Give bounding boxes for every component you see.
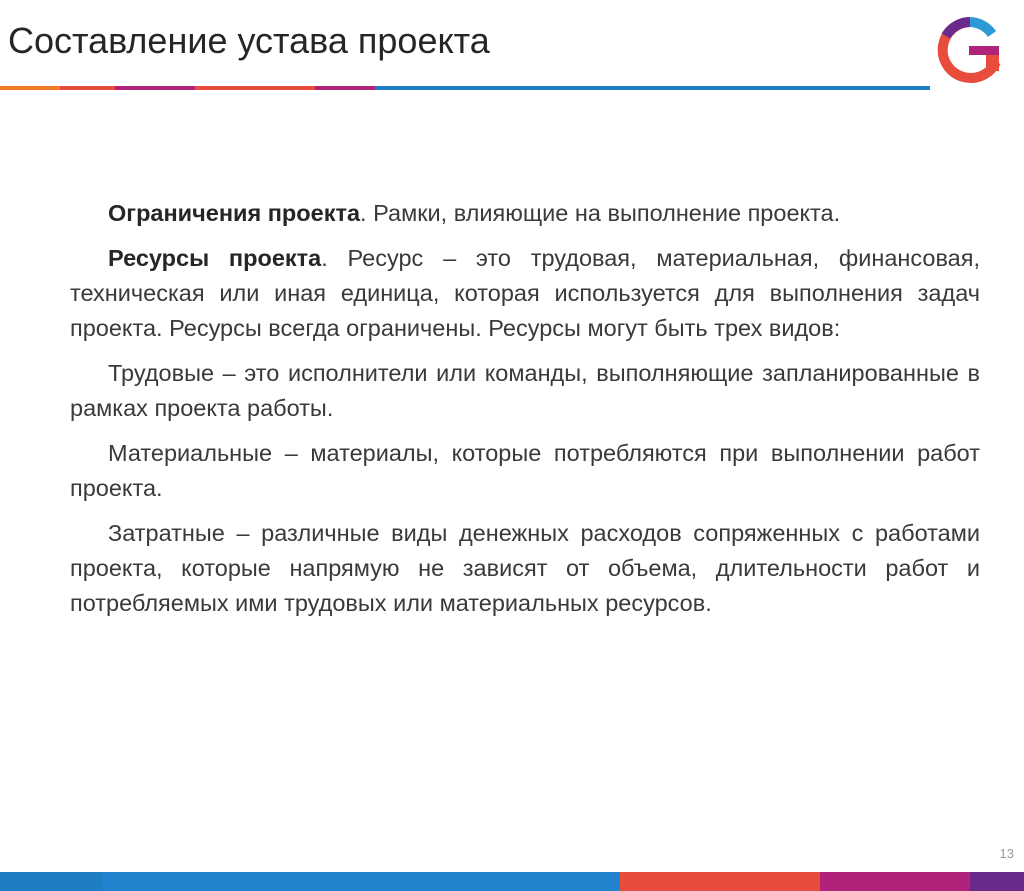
- labor-text: Трудовые – это исполнители или команды, выполняющие запланированные в рамках проекта работы.: [70, 360, 980, 421]
- constraints-heading: Ограничения проекта: [108, 200, 361, 226]
- slide-title: Составление устава проекта: [8, 20, 490, 61]
- footer-color-bar: [0, 872, 1024, 891]
- paragraph-material: [70, 436, 980, 506]
- resources-heading: Ресурсы проекта: [108, 245, 322, 271]
- paragraph-cost: [70, 516, 980, 621]
- page-number: 13: [999, 846, 1014, 861]
- paragraph-constraints: [70, 196, 980, 231]
- material-text: Материальные – материалы, которые потребляются при выполнении работ проекта.: [70, 440, 980, 501]
- slide-body: [70, 196, 980, 631]
- paragraph-resources: [70, 241, 980, 346]
- title-underline: [0, 86, 930, 90]
- resources-text: . Ресурс – это трудовая, материальная, финансовая, техническая или иная единица, которая используется для выполнения задач проекта. Ресурсы всегда ограничены. Ресурсы могут быть трех видов:: [70, 245, 980, 341]
- paragraph-labor: [70, 356, 980, 426]
- cost-text: Затратные – различные виды денежных расходов сопряженных с работами проекта, которые напрямую не зависят от объема, длительности работ и потребляемых ими трудовых или материальных ресурсов.: [70, 520, 980, 616]
- constraints-text: . Рамки, влияющие на выполнение проекта.: [360, 200, 841, 226]
- company-logo-icon: [936, 16, 1004, 84]
